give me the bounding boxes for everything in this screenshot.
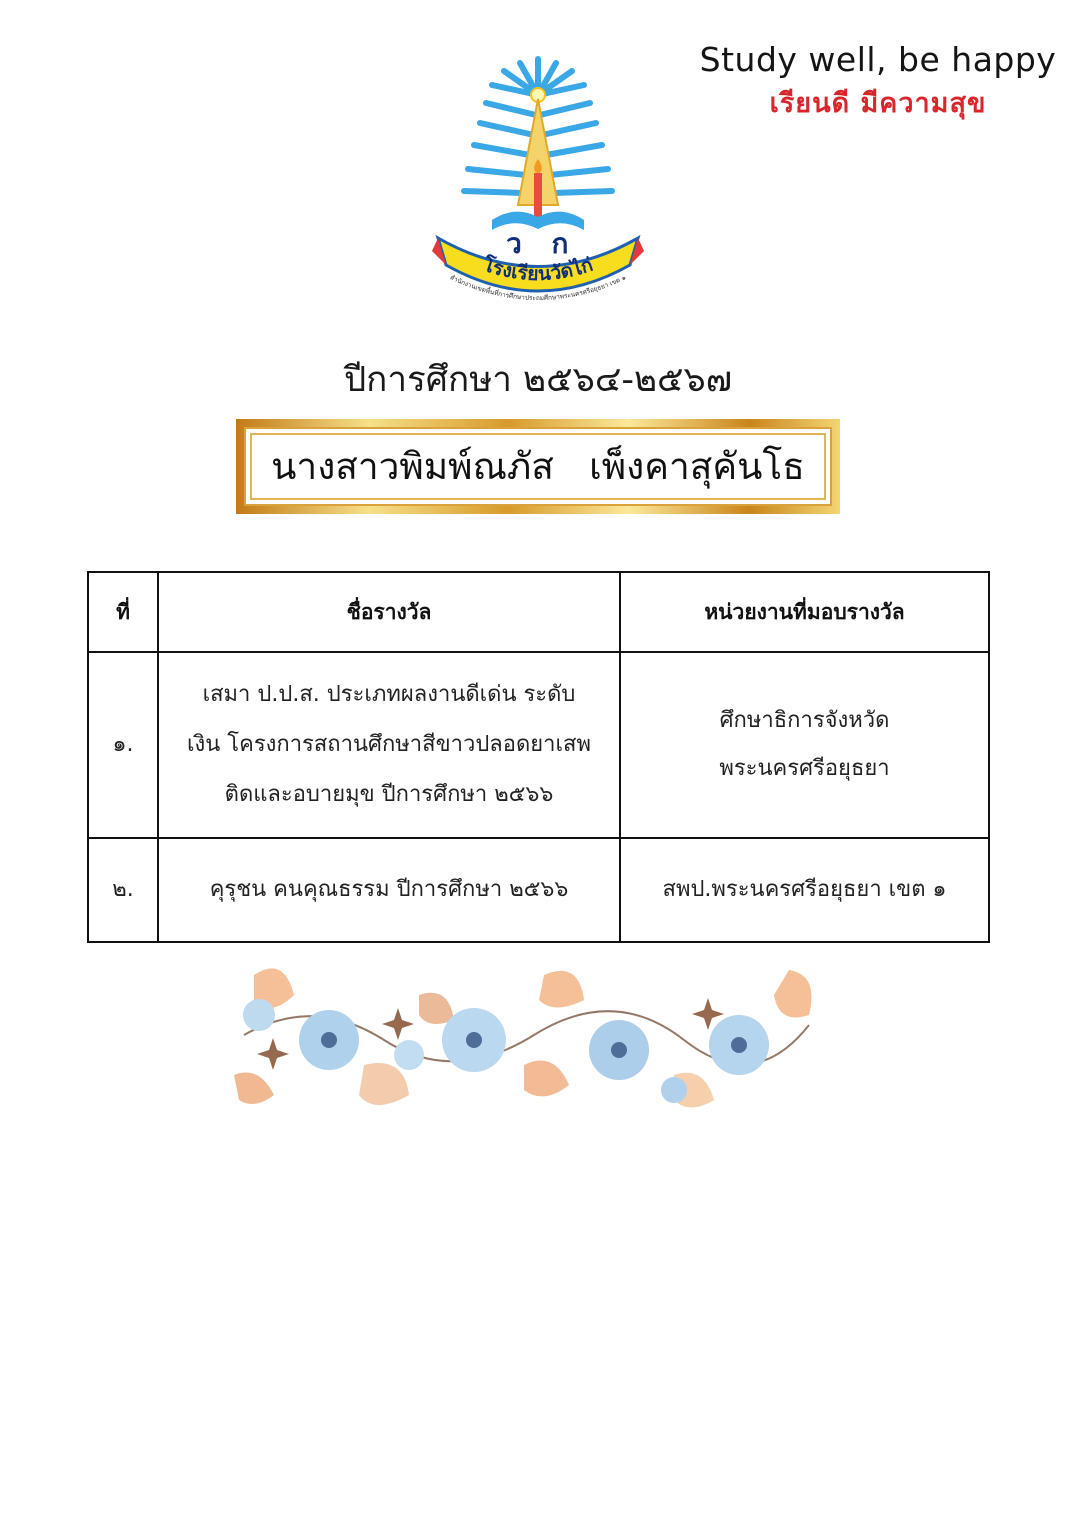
motto — [698, 40, 1058, 124]
row-number: ๑. — [88, 652, 158, 838]
award-agency — [620, 838, 989, 942]
logo-school-name: โรงเรียนวัดไก่ — [480, 253, 596, 286]
motto-thai: เรียนดี มีความสุข — [769, 88, 987, 119]
table-header-row — [88, 572, 989, 652]
agency-line: สพป.พระนครศรีอยุธยา เขต ๑ — [662, 877, 947, 902]
agency-line: ศึกษาธิการจังหวัด — [719, 708, 890, 733]
header-award: ชื่อรางวัล — [158, 572, 620, 652]
table-row — [88, 652, 989, 838]
recipient-name: นางสาวพิมพ์ณภัส เพ็งคาสุคันโธ — [271, 445, 805, 488]
agency-line: พระนครศรีอยุธยา — [719, 756, 890, 781]
header-agency: หน่วยงานที่มอบรางวัล — [620, 572, 989, 652]
award-agency — [620, 652, 989, 838]
award-line: เงิน โครงการสถานศึกษาสีขาวปลอดยาเสพ — [187, 732, 591, 757]
academic-year: ปีการศึกษา ๒๕๖๔-๒๕๖๗ — [343, 360, 733, 400]
logo-letter-1: ว — [506, 227, 522, 260]
logo-candle — [534, 173, 542, 217]
flower-garland — [234, 955, 818, 1130]
motto-english: Study well, be happy — [699, 40, 1057, 79]
header-no: ที่ — [88, 572, 158, 652]
name-frame — [236, 419, 840, 514]
logo-letter-2: ก — [551, 227, 569, 260]
award-line: ติดและอบายมุข ปีการศึกษา ๒๕๖๖ — [224, 782, 554, 807]
logo-affiliation: สำนักงานเขตพื้นที่การศึกษาประถมศึกษาพระนครศรีอยุธยา เขต ๑ — [448, 273, 628, 303]
school-logo — [432, 55, 644, 305]
row-number: ๒. — [88, 838, 158, 942]
award-line: คุรุชน คนคุณธรรม ปีการศึกษา ๒๕๖๖ — [209, 877, 569, 902]
table-row — [88, 838, 989, 942]
awards-table — [87, 571, 990, 943]
award-line: เสมา ป.ป.ส. ประเภทผลงานดีเด่น ระดับ — [202, 682, 576, 707]
award-name — [158, 652, 620, 838]
award-name — [158, 838, 620, 942]
